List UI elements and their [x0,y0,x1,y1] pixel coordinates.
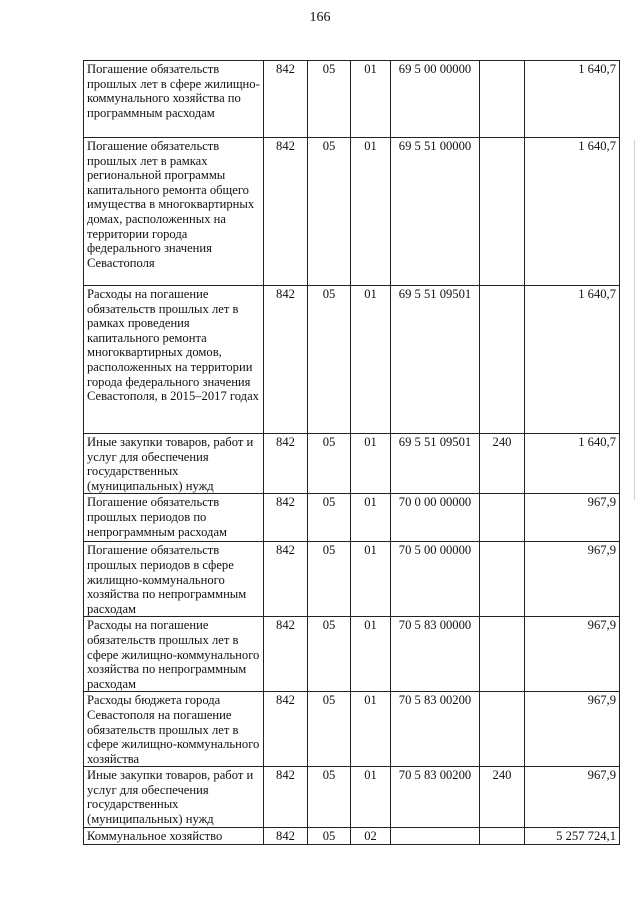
cell-amount: 967,9 [525,767,620,828]
cell-expense-type: 240 [480,767,525,828]
cell-name: Коммунальное хозяйство [84,828,264,845]
cell-amount: 1 640,7 [525,61,620,138]
cell-section: 05 [308,542,351,617]
cell-subsection: 01 [351,138,391,286]
cell-subsection: 01 [351,617,391,692]
cell-ministry: 842 [264,767,308,828]
cell-target-article: 69 5 51 09501 [391,434,480,494]
cell-amount: 5 257 724,1 [525,828,620,845]
cell-section: 05 [308,617,351,692]
budget-table [83,60,620,845]
cell-target-article: 69 5 51 00000 [391,138,480,286]
cell-target-article: 70 5 83 00200 [391,767,480,828]
cell-amount: 967,9 [525,692,620,767]
cell-subsection: 01 [351,434,391,494]
cell-expense-type [480,138,525,286]
cell-name: Погашение обязательств прошлых периодов по непрограммным расходам [84,494,264,542]
cell-section: 05 [308,767,351,828]
table-row [84,767,620,828]
cell-expense-type [480,617,525,692]
cell-ministry: 842 [264,828,308,845]
cell-section: 05 [308,138,351,286]
cell-subsection: 01 [351,767,391,828]
cell-name: Расходы бюджета города Севастополя на погашение обязательств прошлых лет в сфере жилищно-коммунального хозяйства [84,692,264,767]
cell-name: Иные закупки товаров, работ и услуг для обеспечения государственных (муниципальных) нужд [84,434,264,494]
cell-subsection: 01 [351,286,391,434]
cell-subsection: 01 [351,61,391,138]
table-row [84,617,620,692]
cell-subsection: 02 [351,828,391,845]
cell-target-article: 70 0 00 00000 [391,494,480,542]
cell-ministry: 842 [264,692,308,767]
cell-section: 05 [308,434,351,494]
cell-expense-type [480,692,525,767]
cell-section: 05 [308,286,351,434]
cell-section: 05 [308,61,351,138]
budget-table-body [84,61,620,845]
cell-target-article: 70 5 00 00000 [391,542,480,617]
cell-subsection: 01 [351,494,391,542]
cell-ministry: 842 [264,617,308,692]
table-row [84,138,620,286]
page-number: 166 [309,10,331,25]
cell-expense-type: 240 [480,434,525,494]
cell-subsection: 01 [351,542,391,617]
cell-name: Погашение обязательств прошлых периодов в сфере жилищно-коммунального хозяйства по непрограммным расходам [84,542,264,617]
cell-expense-type [480,61,525,138]
table-row [84,542,620,617]
table-row [84,434,620,494]
cell-amount: 1 640,7 [525,434,620,494]
cell-name: Погашение обязательств прошлых лет в сфере жилищно-коммунального хозяйства по программным расходам [84,61,264,138]
cell-name: Иные закупки товаров, работ и услуг для обеспечения государственных (муниципальных) нужд [84,767,264,828]
cell-target-article: 70 5 83 00200 [391,692,480,767]
cell-name: Погашение обязательств прошлых лет в рамках региональной программы капитального ремонта общего имущества в многоквартирных домах, расположенных на территории города федерального значения Севастополя [84,138,264,286]
scan-edge-line [634,140,635,500]
cell-amount: 1 640,7 [525,138,620,286]
cell-amount: 967,9 [525,494,620,542]
cell-section: 05 [308,494,351,542]
cell-target-article: 70 5 83 00000 [391,617,480,692]
table-row [84,286,620,434]
cell-ministry: 842 [264,494,308,542]
cell-amount: 967,9 [525,617,620,692]
cell-amount: 1 640,7 [525,286,620,434]
cell-ministry: 842 [264,138,308,286]
cell-expense-type [480,494,525,542]
cell-ministry: 842 [264,434,308,494]
cell-target-article: 69 5 00 00000 [391,61,480,138]
cell-ministry: 842 [264,61,308,138]
cell-name: Расходы на погашение обязательств прошлых лет в рамках проведения капитального ремонта многоквартирных домов, расположенных на территории города федерального значения Севастополя, в 2015–2017 годах [84,286,264,434]
table-row [84,692,620,767]
table-row [84,494,620,542]
cell-amount: 967,9 [525,542,620,617]
cell-subsection: 01 [351,692,391,767]
cell-ministry: 842 [264,542,308,617]
cell-section: 05 [308,828,351,845]
cell-ministry: 842 [264,286,308,434]
cell-target-article [391,828,480,845]
cell-section: 05 [308,692,351,767]
table-row [84,828,620,845]
cell-expense-type [480,286,525,434]
cell-expense-type [480,828,525,845]
table-row [84,61,620,138]
cell-name: Расходы на погашение обязательств прошлых лет в сфере жилищно-коммунального хозяйства по непрограммным расходам [84,617,264,692]
cell-expense-type [480,542,525,617]
cell-target-article: 69 5 51 09501 [391,286,480,434]
